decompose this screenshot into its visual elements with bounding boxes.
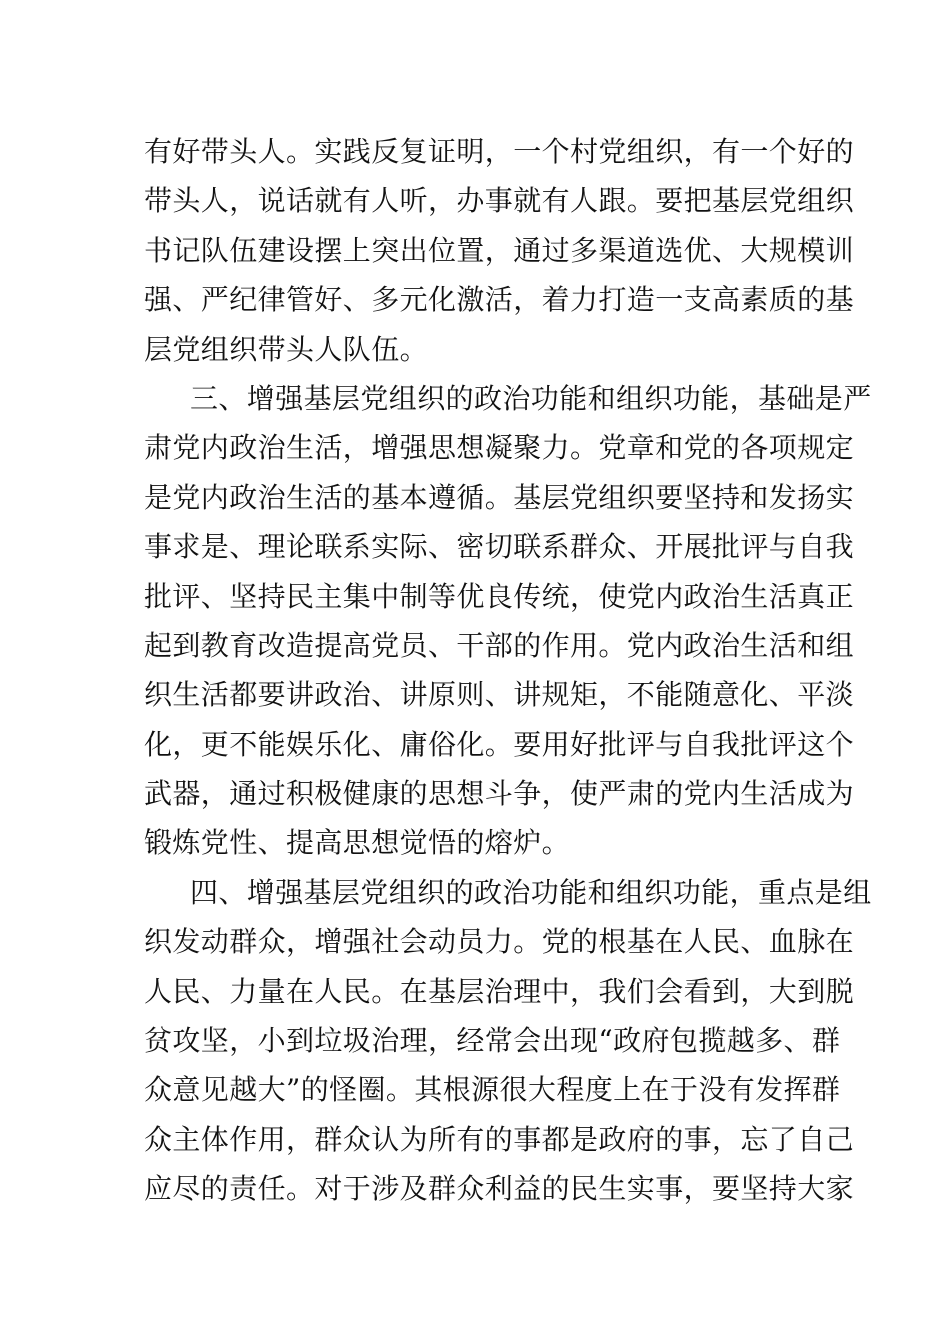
- paragraph-start-line: 四、增强基层党组织的政治功能和组织功能，重点是组: [190, 875, 872, 909]
- paragraph-start-line: 三、增强基层党组织的政治功能和组织功能，基础是严: [190, 381, 872, 415]
- text-line: 有好带头人。实践反复证明，一个村党组织，有一个好的: [144, 135, 855, 168]
- text-line: 人民、力量在人民。在基层治理中，我们会看到，大到脱: [144, 974, 855, 1008]
- text-line: 众意见越大”的怪圈。其根源很大程度上在于没有发挥群: [144, 1073, 841, 1107]
- text-line: 肃党内政治生活，增强思想凝聚力。党章和党的各项规定: [144, 431, 855, 465]
- text-line: 带头人，说话就有人听，办事就有人跟。要把基层党组织: [144, 184, 855, 218]
- text-line: 织生活都要讲政治、讲原则、讲规矩，不能随意化、平淡: [144, 678, 855, 712]
- text-line: 起到教育改造提高党员、干部的作用。党内政治生活和组: [144, 628, 855, 662]
- document-body: [144, 127, 872, 1214]
- text-line: 书记队伍建设摆上突出位置，通过多渠道选优、大规模训: [144, 233, 855, 267]
- text-line: 武器，通过积极健康的思想斗争，使严肃的党内生活成为: [144, 777, 855, 811]
- text-line: 层党组织带头人队伍。: [144, 332, 429, 366]
- text-line: 贫攻坚，小到垃圾治理，经常会出现“政府包揽越多、群: [144, 1024, 841, 1058]
- text-line: 事求是、理论联系实际、密切联系群众、开展批评与自我: [144, 530, 855, 564]
- text-line: 众主体作用，群众认为所有的事都是政府的事，忘了自己: [144, 1122, 855, 1156]
- text-line: 是党内政治生活的基本遵循。基层党组织要坚持和发扬实: [144, 480, 855, 514]
- text-line: 强、严纪律管好、多元化激活，着力打造一支高素质的基: [144, 283, 855, 317]
- text-line: 织发动群众，增强社会动员力。党的根基在人民、血脉在: [144, 925, 855, 959]
- text-line: 批评、坚持民主集中制等优良传统，使党内政治生活真正: [144, 579, 855, 613]
- text-line: 应尽的责任。对于涉及群众利益的民生实事，要坚持大家: [144, 1172, 855, 1206]
- text-line: 锻炼党性、提高思想觉悟的熔炉。: [144, 826, 571, 860]
- text-line: 化，更不能娱乐化、庸俗化。要用好批评与自我批评这个: [144, 727, 855, 761]
